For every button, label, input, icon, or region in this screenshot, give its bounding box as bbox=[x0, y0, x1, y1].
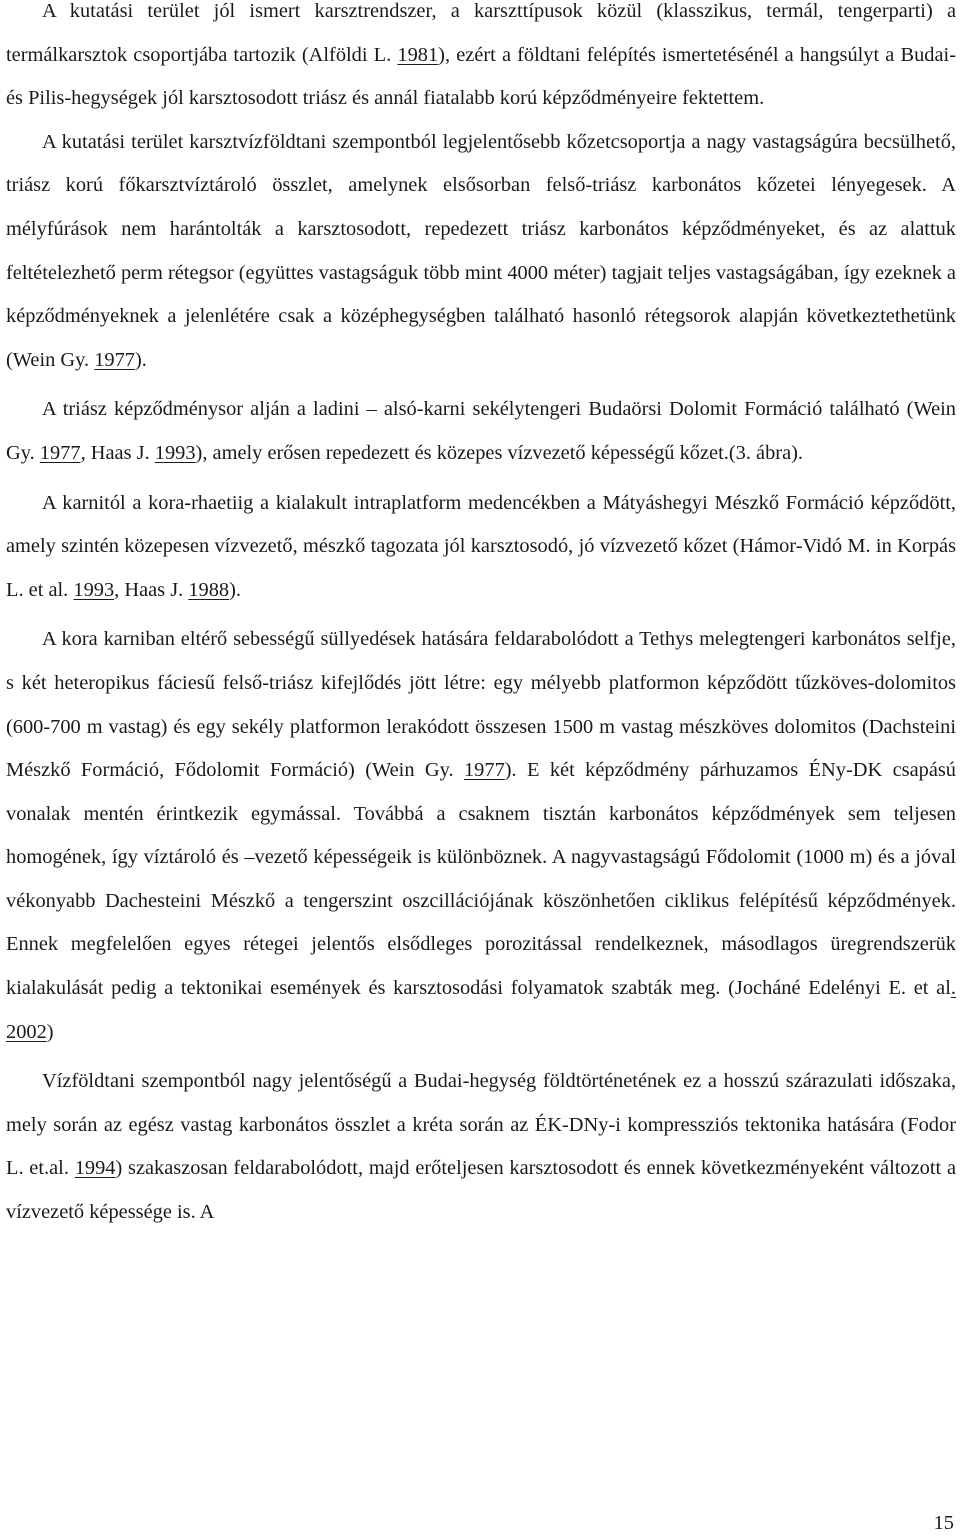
citation-year: 1988 bbox=[188, 578, 230, 601]
paragraph-text: ). E két képződmény párhuzamos ÉNy-DK csapású vonalak mentén érintkezik egymással. Továbbá a csaknem tisztán karbonátos képződmények sem teljesen homogének, így víztároló és –vezető képességeik is különböznek. A nagyvastagságú Fődolomit (1000 m) és a jóval vékonyabb Dachesteini Mészkő a tengerszint oszcillációjának köszönhetően ciklikus felépítésű képződmények. Ennek megfelelően egyes rétegei jelentős elsődleges porozitással rendelkeznek, másodlagos üregrendszerük kialakulását pedig a tektonikai események és karsztosodási folyamatok szabták meg. (Jocháné Edelényi E. et al bbox=[6, 759, 957, 1000]
paragraph-text: , Haas J. bbox=[114, 578, 189, 601]
paragraph-text: , Haas J. bbox=[80, 441, 155, 464]
paragraph-text: A triász képződménysor alján a ladini – alsó-karni sekélytengeri Budaörsi Dolomit Formáció található (Wein Gy. bbox=[6, 398, 956, 464]
page-number: 15 bbox=[933, 1512, 954, 1534]
paragraph-text: A kora karniban eltérő sebességű süllyedések hatására feldarabolódott a Tethys melegtengeri karbonátos selfje, s két heteropikus fáciesű felső-triász kifejlődés jött létre: egy mélyebb platformon képződött tűzköves-dolomitos (600-700 m vastag) és egy sekély platformon lerakódott összesen 1500 m vastag mészköves dolomitos (Dachsteini Mészkő Formáció, Fődolomit Formáció) (Wein Gy. bbox=[6, 628, 956, 782]
paragraph-text: A kutatási terület jól ismert karsztrendszer, a karszttípusok közül (klasszikus, termál, tengerparti) a termálkarsztok csoportjába tartozik (Alföldi L. bbox=[6, 0, 956, 66]
paragraph-text: ). bbox=[134, 348, 147, 371]
paragraph-text: ) bbox=[46, 1020, 54, 1043]
citation-year: 1977 bbox=[94, 348, 135, 371]
document-page bbox=[6, 0, 956, 1235]
paragraph-text: ). bbox=[229, 578, 242, 601]
citation-year: 1981 bbox=[397, 43, 439, 66]
paragraph-text: A kutatási terület karsztvízföldtani szempontból legjelentősebb kőzetcsoportja a nagy vastagságúra becsülhető, triász korú főkarsztvíztároló összlet, amelynek elsősorban felső-triász karbonátos kőzetei lényegesek. A mélyfúrások nem harántolták a karsztosodott, repedezett triász karbonátos képződményeket, és az alattuk feltételezhető perm rétegsor (együttes vastagságuk több mint 4000 méter) tagjait teljes vastagságában, így ezeknek a képződményeknek a jelenlétére csak a középhegységben található hasonló rétegsorok alapján következtethetünk (Wein Gy. bbox=[6, 130, 956, 371]
citation-year: 1993 bbox=[73, 578, 115, 601]
citation-year: . 2002 bbox=[6, 977, 956, 1043]
paragraph-6 bbox=[6, 1060, 956, 1234]
paragraph-text: ) szakaszosan feldarabolódott, majd erőteljesen karsztosodott és ennek következményeként változott a vízvezető képessége is. A bbox=[6, 1157, 957, 1224]
citation-year: 1994 bbox=[74, 1157, 116, 1180]
paragraph-text: ), ezért a földtani felépítés ismertetésénél a hangsúlyt a Budai- és Pilis-hegységek jól karsztosodott triász és annál fiatalabb korú képződményeire fektettem. bbox=[6, 43, 956, 110]
citation-year: 1993 bbox=[154, 441, 196, 464]
citation-year: 1977 bbox=[39, 441, 81, 464]
paragraph-4 bbox=[6, 482, 956, 613]
citation-year: 1977 bbox=[463, 759, 505, 782]
paragraph-1 bbox=[6, 0, 956, 121]
paragraph-2 bbox=[6, 121, 956, 383]
paragraph-3 bbox=[6, 388, 956, 475]
paragraph-text: Vízföldtani szempontból nagy jelentőségű a Budai-hegység földtörténetének ez a hosszú szárazulati időszaka, mely során az egész vastag karbonátos összlet a kréta során az ÉK-DNy-i kompressziós tektonika hatására (Fodor L. et.al. bbox=[6, 1070, 956, 1180]
paragraph-5 bbox=[6, 618, 956, 1054]
paragraph-text: ), amely erősen repedezett és közepes vízvezető képességű kőzet.(3. ábra). bbox=[195, 441, 804, 464]
paragraph-text: A karnitól a kora-rhaetiig a kialakult intraplatform medencékben a Mátyáshegyi Mészkő Formáció képződött, amely szintén közepesen vízvezető, mészkő tagozata jól karsztosodó, jó vízvezető kőzet (Hámor-Vidó M. in Korpás L. et al. bbox=[6, 491, 956, 601]
